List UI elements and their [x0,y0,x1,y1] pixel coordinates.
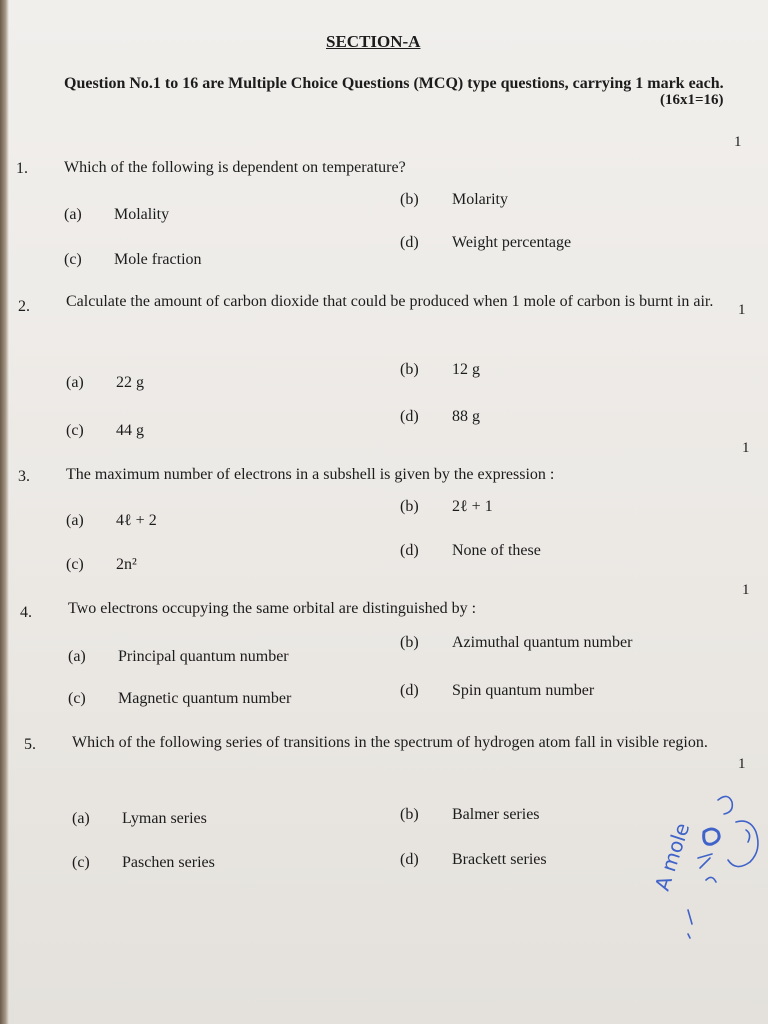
option-label: (c) [66,422,84,439]
option-label: (a) [66,512,84,529]
option-a [64,206,169,224]
option-label: (c) [66,556,84,573]
option-text: Balmer series [452,806,540,823]
question-number: 2. [18,298,30,315]
option-d [400,851,547,869]
option-d [400,408,480,426]
option-text: Molarity [452,191,508,208]
option-text: 44 g [116,422,144,439]
question-text: Calculate the amount of carbon dioxide that could be produced when 1 mole of carbon is burnt in air. [66,293,714,310]
option-text: 2n² [116,556,137,573]
option-label: (b) [400,806,419,823]
option-label: (a) [66,374,84,391]
option-text: 2ℓ + 1 [452,498,493,515]
section-title: SECTION-A [326,32,421,51]
option-label: (d) [400,234,419,251]
option-text: Mole fraction [114,251,202,268]
section-instruction: Question No.1 to 16 are Multiple Choice Questions (MCQ) type questions, carrying 1 mark each. [64,75,724,92]
option-label: (a) [72,810,90,827]
option-label: (a) [68,648,86,665]
question-marks: 1 [738,302,746,318]
question-marks: 1 [742,582,750,598]
option-label: (b) [400,361,419,378]
option-a [66,512,157,530]
option-a [72,810,207,828]
option-text: Molality [114,206,170,223]
page-binding-edge [0,0,9,1024]
question-text: Which of the following is dependent on temperature? [64,159,406,176]
handwriting-text: A mole [649,819,695,894]
option-text: Magnetic quantum number [118,690,292,707]
question-number: 1. [16,160,28,177]
option-text: Azimuthal quantum number [452,634,633,651]
option-c [64,251,202,269]
option-c [66,422,144,440]
option-text: Brackett series [452,851,547,868]
option-b [400,634,632,652]
question-marks: 1 [734,134,742,150]
option-d [400,682,594,700]
option-label: (d) [400,408,419,425]
option-label: (d) [400,851,419,868]
option-label: (c) [68,690,86,707]
question-number: 5. [24,736,36,753]
option-label: (b) [400,191,419,208]
option-text: 4ℓ + 2 [116,512,157,529]
question-text: The maximum number of electrons in a subshell is given by the expression : [66,466,555,483]
option-text: Spin quantum number [452,682,595,699]
option-d [400,234,571,252]
option-label: (b) [400,634,419,651]
option-text: 88 g [452,408,480,425]
option-a [66,374,144,392]
option-text: Lyman series [122,810,207,827]
question-number: 4. [20,604,32,621]
option-label: (d) [400,682,419,699]
option-c [72,854,215,872]
option-label: (d) [400,542,419,559]
option-a [68,648,289,666]
option-d [400,542,541,560]
section-marks: (16x1=16) [660,92,724,108]
option-c [66,556,137,574]
question-number: 3. [18,468,30,485]
option-text: None of these [452,542,541,559]
option-label: (b) [400,498,419,515]
option-text: 22 g [116,374,144,391]
option-text: Weight percentage [452,234,572,251]
option-b [400,361,480,379]
handwritten-annotation [648,760,766,940]
option-text: 12 g [452,361,480,378]
option-text: Paschen series [122,854,215,871]
option-label: (c) [64,251,82,268]
option-label: (a) [64,206,82,223]
option-b [400,806,540,824]
question-text: Two electrons occupying the same orbital are distinguished by : [68,600,477,617]
question-marks: 1 [738,756,746,772]
option-text: Principal quantum number [118,648,289,665]
question-marks: 1 [742,440,750,456]
option-b [400,191,508,209]
option-label: (c) [72,854,90,871]
option-c [68,690,291,708]
option-b [400,498,493,516]
question-text: Which of the following series of transitions in the spectrum of hydrogen atom fall in visible region. [72,734,708,751]
